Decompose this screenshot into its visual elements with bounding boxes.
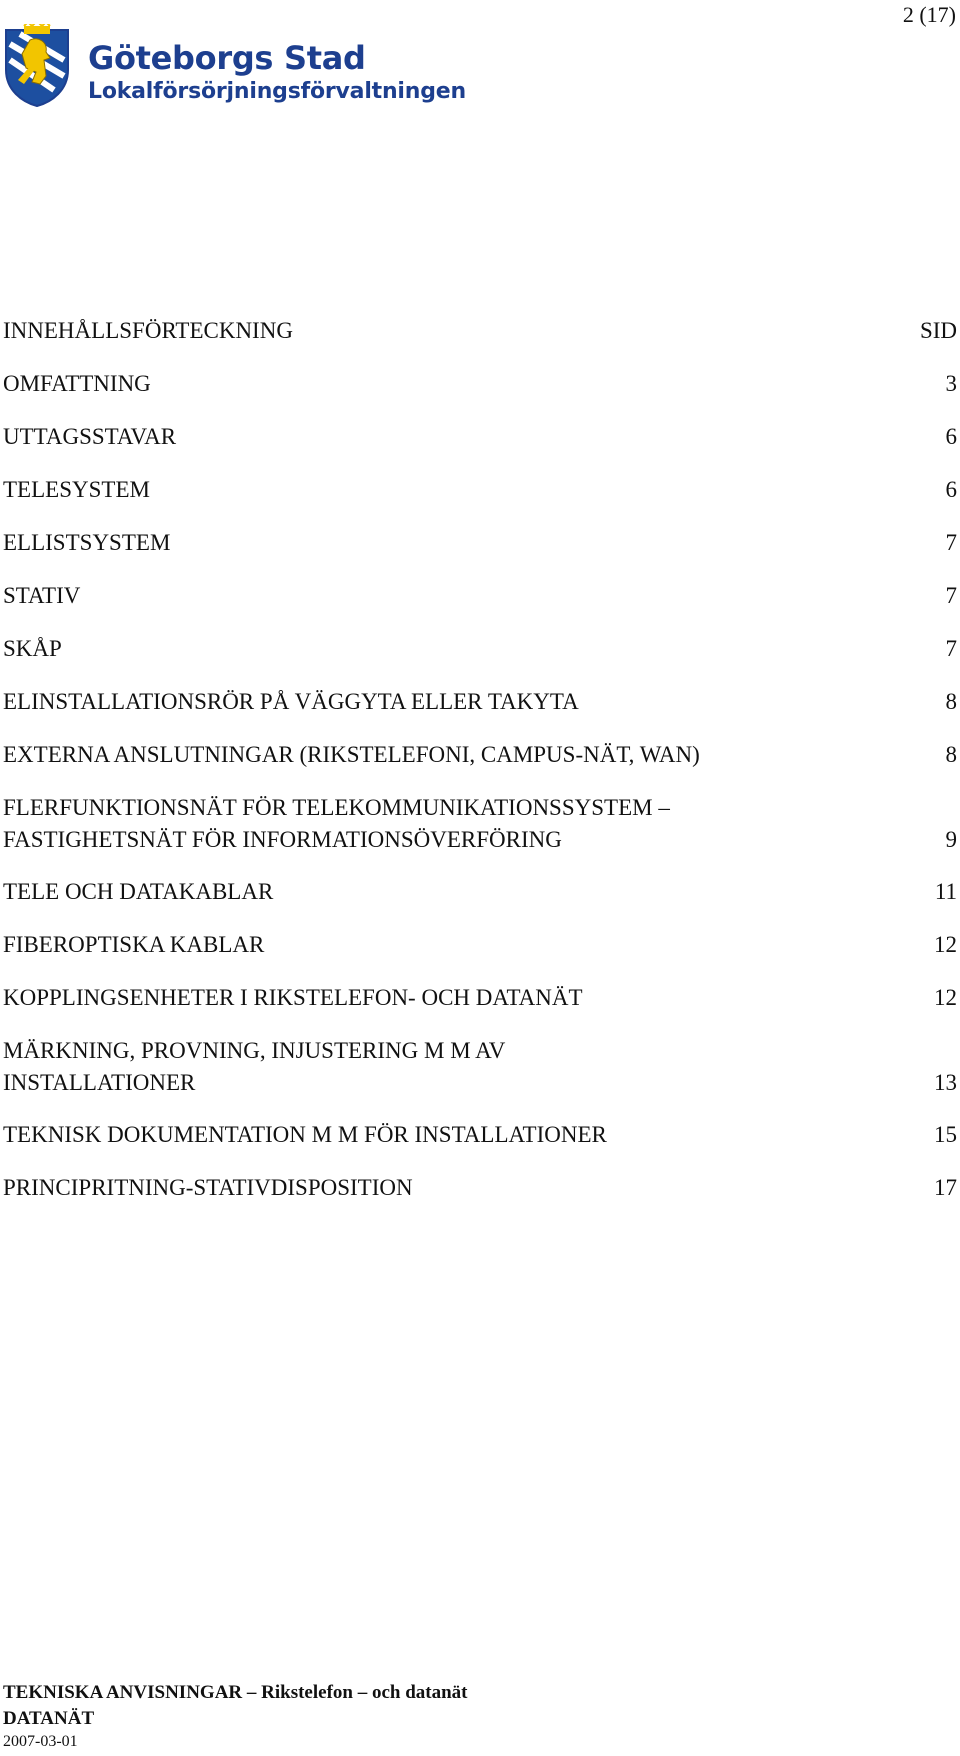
toc-entry-page: 11 (934, 879, 957, 904)
toc-entry-page: 8 (945, 742, 957, 767)
toc-entry[interactable] (3, 580, 957, 612)
toc-entry[interactable] (3, 421, 957, 453)
goteborgs-stad-logo (2, 24, 466, 108)
logo-subtitle: Lokalförsörjningsförvaltningen (88, 79, 466, 104)
toc-entry-title: EXTERNA ANSLUTNINGAR (RIKSTELEFONI, CAMPUS-NÄT, WAN) (3, 742, 700, 767)
toc-entry-title: SKÅP (3, 636, 62, 661)
toc-entry-page: 3 (945, 371, 957, 396)
toc-entry[interactable] (3, 929, 957, 961)
toc-entry-page: 9 (945, 827, 957, 852)
toc-entry[interactable] (3, 474, 957, 506)
toc-entry-title: UTTAGSSTAVAR (3, 424, 177, 449)
toc-entry-page: 15 (934, 1122, 957, 1147)
toc-entry-title: ELLISTSYSTEM (3, 530, 171, 555)
city-coat-of-arms-icon (2, 24, 72, 108)
toc-entry[interactable] (3, 527, 957, 559)
toc-entry-page: 7 (945, 636, 957, 661)
toc-entry-page: 7 (945, 530, 957, 555)
toc-entry[interactable] (3, 686, 957, 718)
toc-entry-page: 6 (945, 477, 957, 502)
toc-entry-title: TEKNISK DOKUMENTATION M M FÖR INSTALLATIONER (3, 1122, 607, 1147)
toc-entry-title: OMFATTNING (3, 371, 151, 396)
logo-title: Göteborgs Stad (88, 39, 366, 77)
toc-entry[interactable] (3, 633, 957, 665)
toc-entry-page: 12 (934, 985, 957, 1010)
toc-entry[interactable] (3, 368, 957, 400)
toc-entry[interactable] (3, 1119, 957, 1151)
toc-entry-page: 8 (945, 689, 957, 714)
toc-entry-page: 12 (934, 932, 957, 957)
toc-entry-title: PRINCIPRITNING-STATIVDISPOSITION (3, 1175, 413, 1200)
toc-entry-page: 13 (934, 1070, 957, 1095)
page-number: 2 (17) (902, 2, 956, 27)
toc-entry-title: TELE OCH DATAKABLAR (3, 879, 274, 904)
toc-entry-title: KOPPLINGSENHETER I RIKSTELEFON- OCH DATANÄT (3, 985, 583, 1010)
footer-section: DATANÄT (3, 1708, 95, 1729)
toc-entry-title: FLERFUNKTIONSNÄT FÖR TELEKOMMUNIKATIONSSYSTEM – FASTIGHETSNÄT FÖR INFORMATIONSÖVERFÖRING (3, 795, 670, 852)
toc-entry-page: 6 (945, 424, 957, 449)
toc-entry-title: FIBEROPTISKA KABLAR (3, 932, 265, 957)
footer-document-title: TEKNISKA ANVISNINGAR – Rikstelefon – och datanät (3, 1682, 468, 1703)
toc-entry-page: 7 (945, 583, 957, 608)
toc-entry-page: 17 (934, 1175, 957, 1200)
toc-entry[interactable] (3, 739, 957, 771)
toc-entry-title: TELESYSTEM (3, 477, 150, 502)
toc-entry-title: STATIV (3, 583, 81, 608)
toc-entry[interactable] (3, 1035, 957, 1099)
footer-date: 2007-03-01 (3, 1733, 78, 1750)
toc-entry[interactable] (3, 876, 957, 908)
toc-page-heading: SID (919, 318, 957, 343)
toc-entry[interactable] (3, 792, 957, 856)
toc-entry[interactable] (3, 982, 957, 1014)
document-footer (3, 1680, 468, 1752)
toc-heading: INNEHÅLLSFÖRTECKNING (3, 318, 293, 343)
toc-entry[interactable] (3, 1172, 957, 1204)
toc-entry-title: MÄRKNING, PROVNING, INJUSTERING M M AV INSTALLATIONER (3, 1038, 506, 1095)
toc-entry-title: ELINSTALLATIONSRÖR PÅ VÄGGYTA ELLER TAKYTA (3, 689, 579, 714)
toc-header (3, 315, 957, 347)
